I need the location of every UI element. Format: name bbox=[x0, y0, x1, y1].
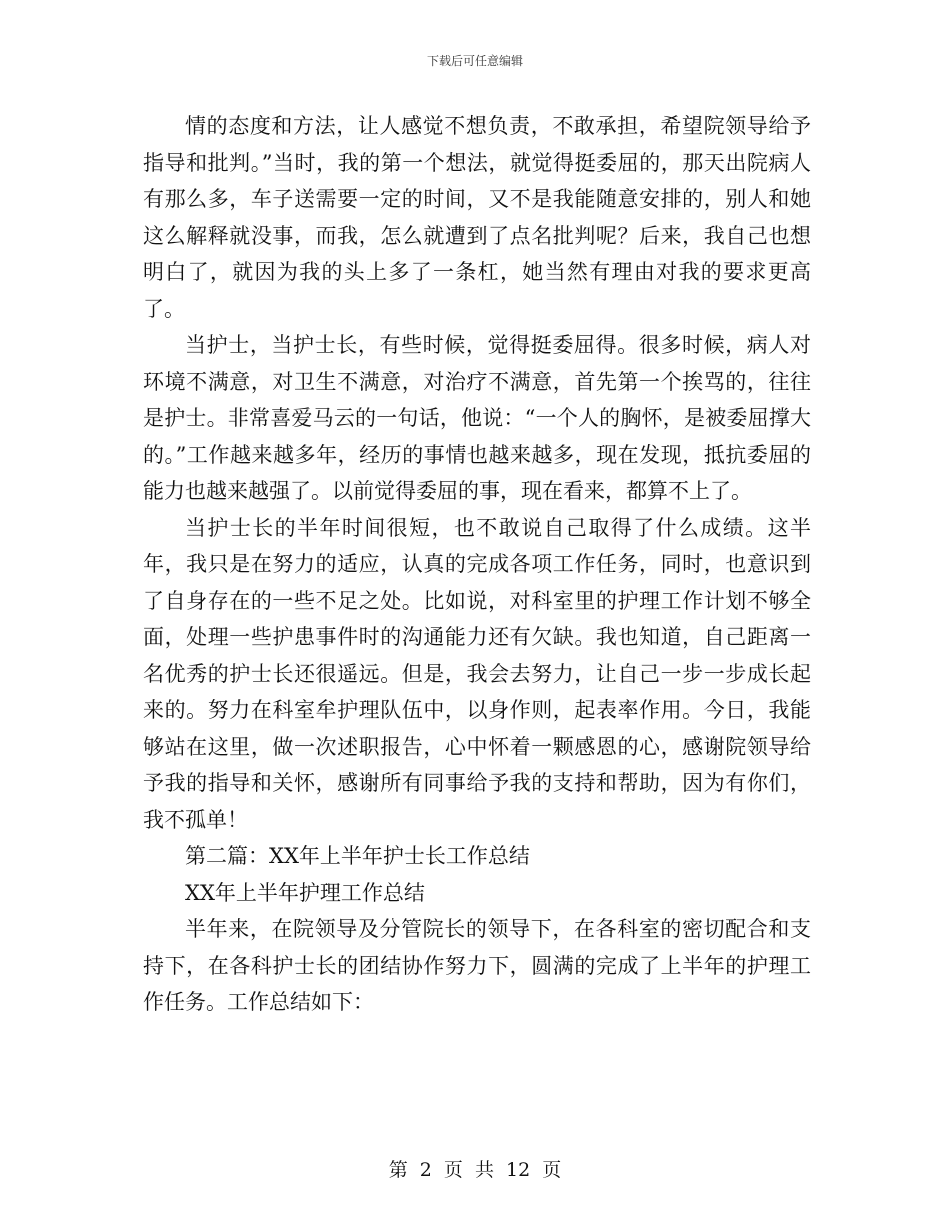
paragraph-continuation: 情的态度和方法，让人感觉不想负责，不敢承担，希望院领导给予指导和批判。”当时，我的第一个想法，就觉得挺委屈的，那天出院病人有那么多，车子送需要一定的时间，又不是我能随意安排的，别人和她这么解释就没事，而我，怎么就遭到了点名批判呢？后来，我自己也想明白了，就因为我的头上多了一条杠，她当然有理由对我的要求更高了。 bbox=[143, 114, 811, 321]
paragraph-summary-intro: 半年来，在院领导及分管院长的领导下，在各科室的密切配合和支持下，在各科护士长的团结协作努力下，圆满的完成了上半年的护理工作任务。工作总结如下： bbox=[143, 917, 811, 1014]
paragraph-grievance: 当护士，当护士长，有些时候，觉得挺委屈得。很多时候，病人对环境不满意，对卫生不满意，对治疗不满意，首先第一个挨骂的，往往是护士。非常喜爱马云的一句话，他说：“一个人的胸怀，是被委屈撑大的。”工作越来越多年，经历的事情也越来越多，现在发现，抵抗委屈的能力也越来越强了。以前觉得委屈的事，现在看来，都算不上了。 bbox=[143, 333, 811, 503]
page-header-note: 下载后可任意编辑 bbox=[426, 54, 523, 68]
section-subheading-summary: XX年上半年护理工作总结 bbox=[185, 880, 425, 905]
document-body bbox=[143, 108, 811, 1021]
paragraph-half-year-reflection: 当护士长的半年时间很短，也不敢说自己取得了什么成绩。这半年，我只是在努力的适应，认真的完成各项工作任务，同时，也意识到了自身存在的一些不足之处。比如说，对科室里的护理工作计划不够全面，处理一些护患事件时的沟通能力还有欠缺。我也知道，自己距离一名优秀的护士长还很遥远。但是，我会去努力，让自己一步一步成长起来的。努力在科室牟护理队伍中，以身作则，起表率作用。今日，我能够站在这里，做一次述职报告，心中怀着一颗感恩的心，感谢院领导给予我的指导和关怀，感谢所有同事给予我的支持和帮助，因为有你们，我不孤单！ bbox=[143, 515, 811, 832]
page-number-footer: 第 2 页 共 12 页 bbox=[388, 1159, 562, 1181]
section-heading-part-two: 第二篇：XX年上半年护士长工作总结 bbox=[185, 844, 530, 868]
